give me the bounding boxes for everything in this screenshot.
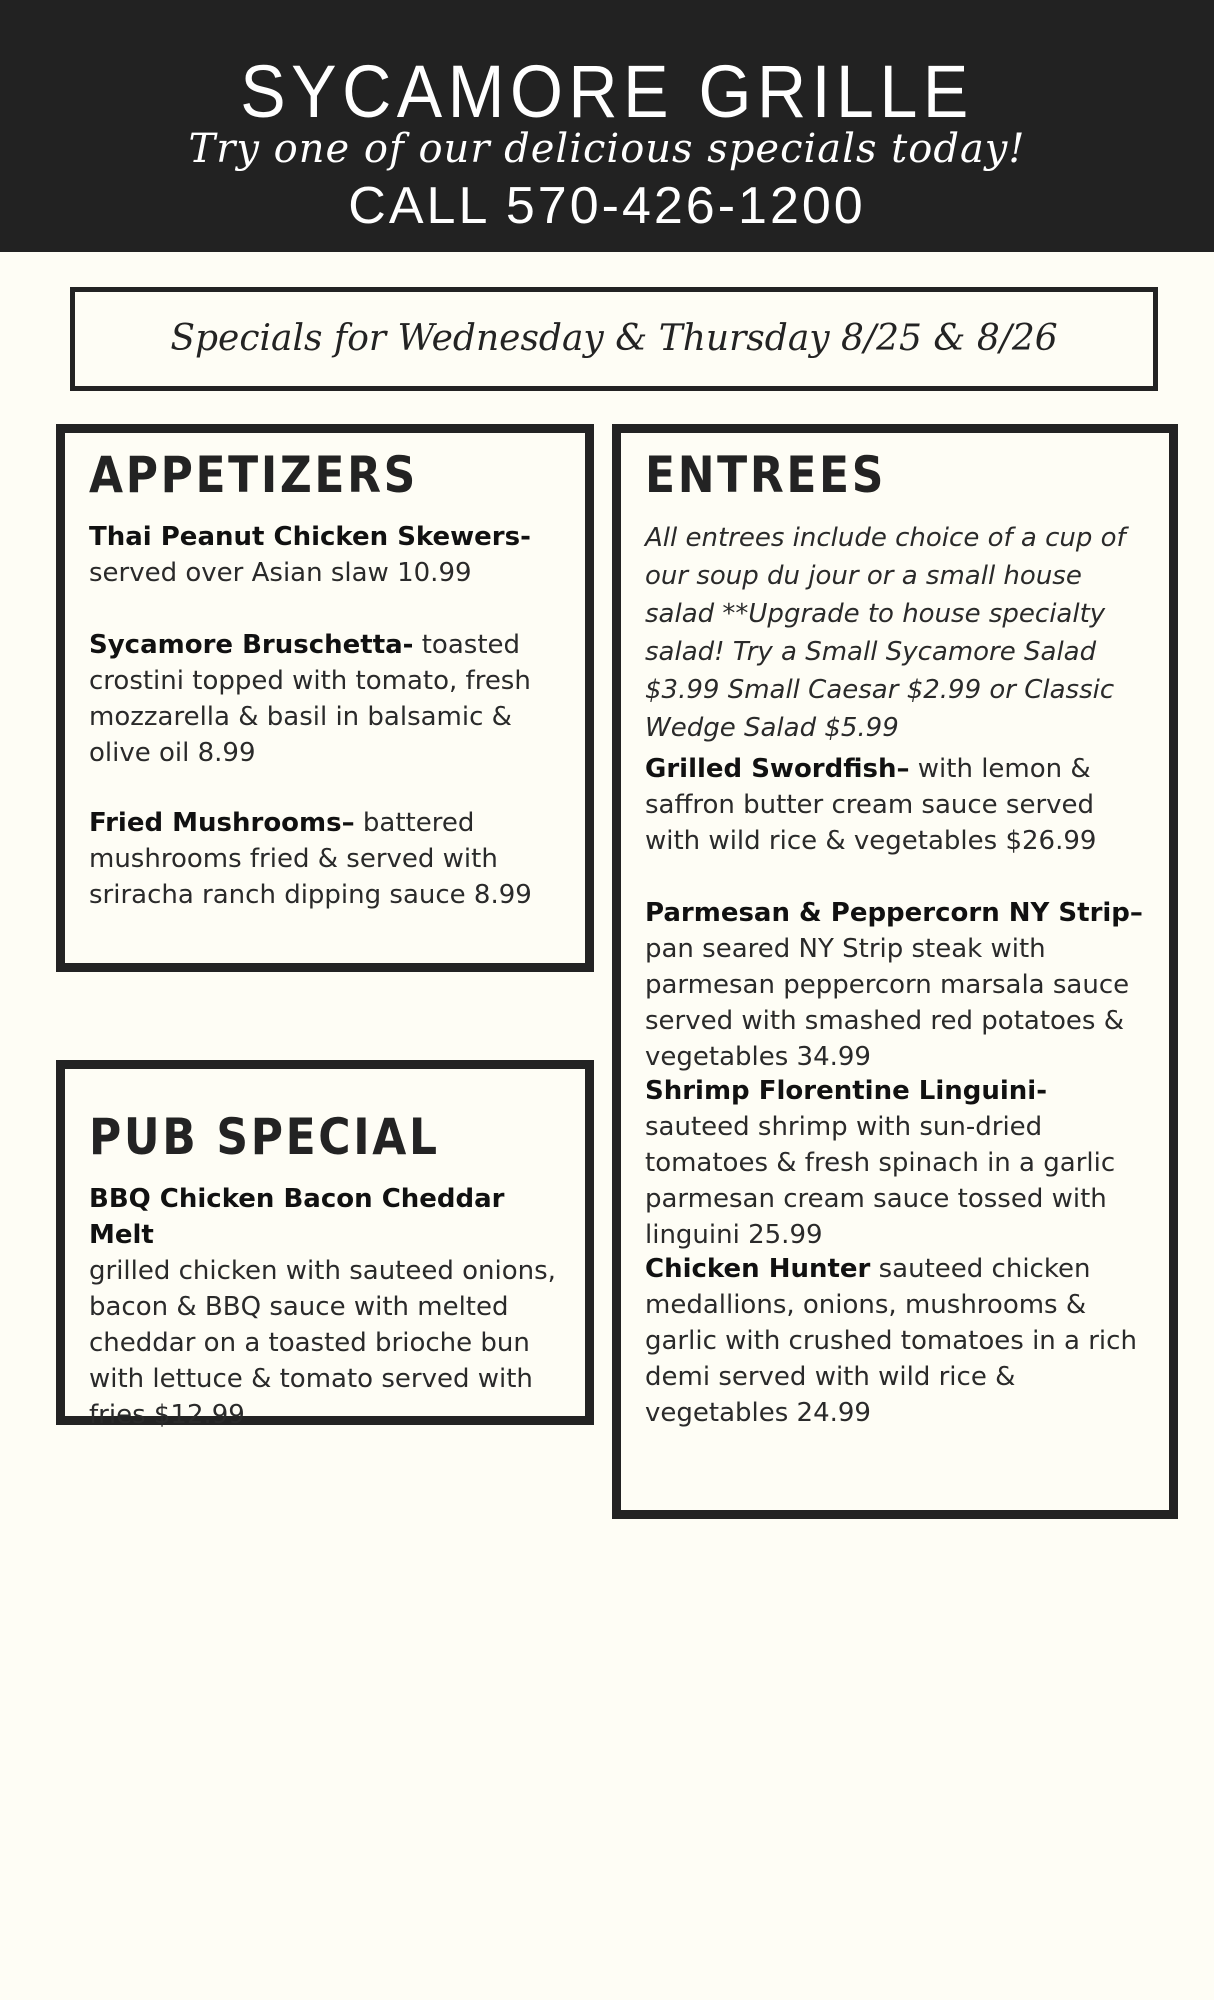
- item-name: Sycamore Bruschetta-: [89, 630, 414, 660]
- tagline: Try one of our delicious specials today!: [188, 126, 1026, 172]
- menu-item: [89, 805, 569, 913]
- item-name: Shrimp Florentine Linguini-: [645, 1076, 1047, 1106]
- item-description: toasted crostini topped with tomato, fresh mozzarella & basil in balsamic & olive oil 8.99: [89, 630, 531, 768]
- appetizers-section: [56, 424, 594, 972]
- restaurant-name: SYCAMORE GRILLE: [240, 50, 974, 133]
- menu-item: [645, 751, 1155, 859]
- item-name: BBQ Chicken Bacon Cheddar Melt: [89, 1184, 505, 1250]
- menu-item: [645, 1073, 1155, 1253]
- entrees-section: [612, 424, 1178, 1519]
- phone-number: CALL 570-426-1200: [348, 177, 866, 235]
- menu-item: [89, 1181, 559, 1433]
- item-name: Fried Mushrooms–: [89, 808, 355, 838]
- item-name: Grilled Swordfish–: [645, 754, 910, 784]
- item-description: grilled chicken with sauteed onions, bacon & BBQ sauce with melted cheddar on a toasted brioche bun with lettuce & tomato served with fries $12.99: [89, 1256, 556, 1430]
- item-description: sauteed shrimp with sun-dried tomatoes & fresh spinach in a garlic parmesan cream sauce tossed with linguini 25.99: [645, 1112, 1116, 1250]
- header-banner: [0, 0, 1214, 252]
- section-heading: APPETIZERS: [89, 446, 418, 504]
- section-heading: ENTREES: [645, 446, 887, 504]
- pub-special-section: [56, 1060, 594, 1430]
- menu-item: [645, 1251, 1155, 1431]
- item-description: battered mushrooms fried & served with sriracha ranch dipping sauce 8.99: [89, 808, 532, 910]
- entree-note: All entrees include choice of a cup of our soup du jour or a small house salad **Upgrade to house specialty salad! Try a Small Sycamore Salad $3.99 Small Caesar $2.99 or Classic Wedge Salad $5.99: [645, 523, 1126, 743]
- menu-item: [645, 895, 1155, 1075]
- item-name: Parmesan & Peppercorn NY Strip–: [645, 898, 1143, 928]
- item-description: served over Asian slaw 10.99: [89, 558, 472, 588]
- menu-item: [89, 627, 569, 771]
- item-name: Thai Peanut Chicken Skewers-: [89, 522, 531, 552]
- section-heading: PUB SPECIAL: [89, 1108, 440, 1166]
- item-description: pan seared NY Strip steak with parmesan peppercorn marsala sauce served with smashed red potatoes & vegetables 34.99: [645, 934, 1130, 1072]
- specials-date-banner: Specials for Wednesday & Thursday 8/25 & 8/26: [70, 287, 1158, 391]
- menu-item: [89, 519, 569, 591]
- item-description: sauteed chicken medallions, onions, mushrooms & garlic with crushed tomatoes in a rich demi served with wild rice & vegetables 24.99: [645, 1254, 1137, 1428]
- item-name: Chicken Hunter: [645, 1254, 871, 1284]
- item-description: with lemon & saffron butter cream sauce served with wild rice & vegetables $26.99: [645, 754, 1097, 856]
